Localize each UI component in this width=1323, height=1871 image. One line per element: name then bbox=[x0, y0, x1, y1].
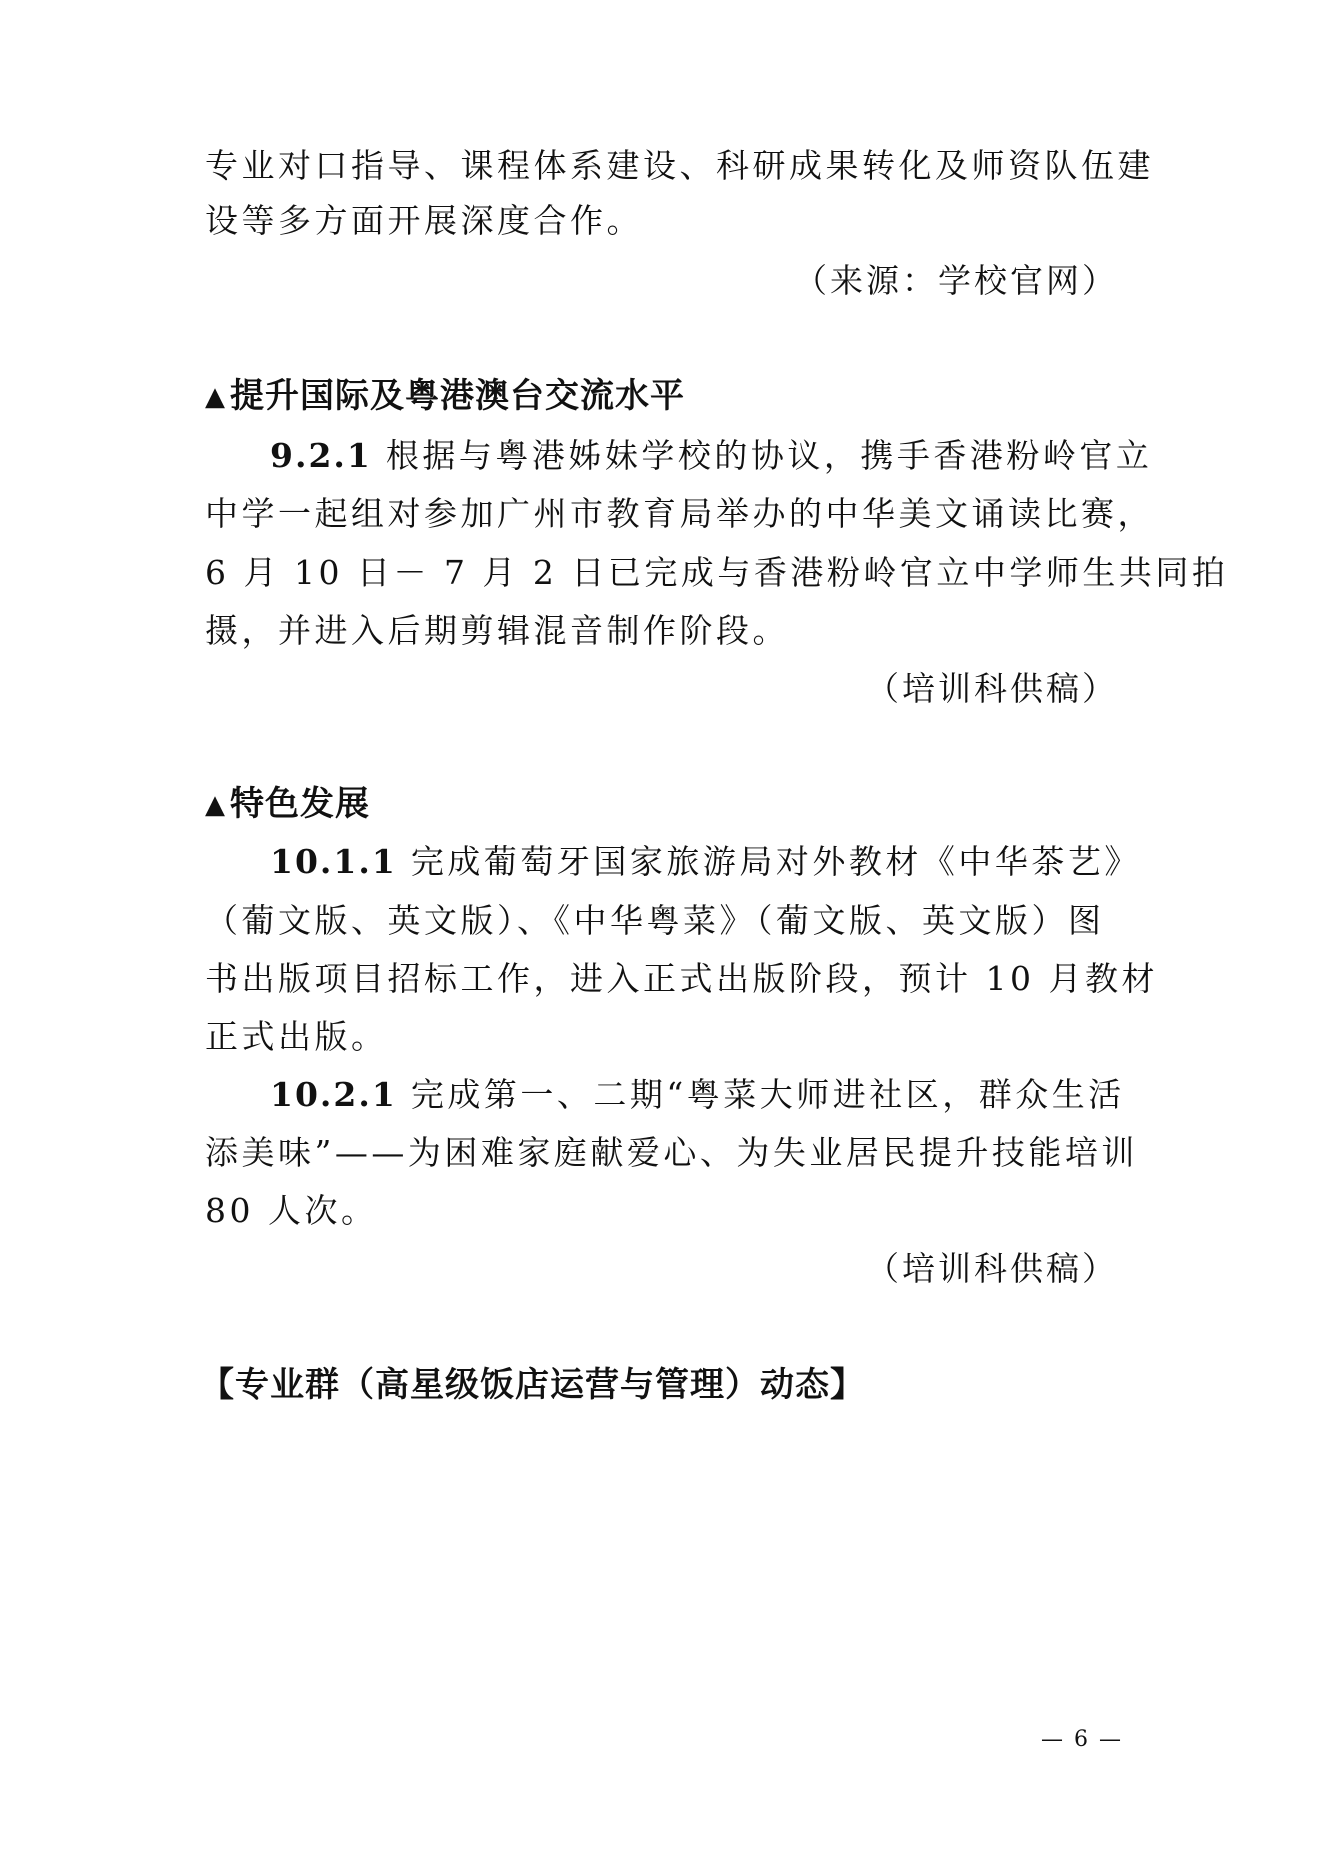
feature-item-1-text-1: 完成葡萄牙国家旅游局对外教材《中华茶艺》 bbox=[410, 842, 1141, 881]
exchange-item-line-1 bbox=[270, 436, 1153, 476]
feature-item-1-line-3: 书出版项目招标工作，进入正式出版阶段，预计 10 月教材 bbox=[205, 959, 1158, 998]
feature-item-2-line-3: 80 人次。 bbox=[205, 1191, 378, 1230]
exchange-item-line-4: 摄，并进入后期剪辑混音制作阶段。 bbox=[205, 611, 789, 650]
triangle-marker-icon: ▲ bbox=[205, 382, 226, 412]
feature-item-2-text-1: 完成第一、二期“粤菜大师进社区，群众生活 bbox=[410, 1075, 1125, 1114]
exchange-item-line-2: 中学一起组对参加广州市教育局举办的中华美文诵读比赛， bbox=[205, 494, 1154, 533]
intro-source: （来源：学校官网） bbox=[794, 261, 1118, 300]
section-feature-title: 特色发展 bbox=[230, 784, 370, 824]
section-exchange-heading bbox=[205, 375, 685, 418]
feature-item-1-line-1 bbox=[270, 842, 1141, 882]
page-number: — 6 — bbox=[1041, 1727, 1123, 1752]
exchange-item-text-1: 根据与粤港姊妹学校的协议，携手香港粉岭官立 bbox=[385, 436, 1153, 475]
intro-line-2: 设等多方面开展深度合作。 bbox=[205, 201, 643, 240]
triangle-marker-icon: ▲ bbox=[205, 790, 226, 820]
feature-item-1-line-2: （葡文版、英文版）、《中华粤菜》（葡文版、英文版）图 bbox=[205, 901, 1105, 940]
exchange-source: （培训科供稿） bbox=[866, 669, 1118, 708]
section-exchange-title: 提升国际及粤港澳台交流水平 bbox=[230, 376, 685, 416]
feature-item-2-number: 10.2.1 bbox=[270, 1075, 397, 1114]
section-feature-heading bbox=[205, 783, 370, 826]
feature-item-2-line-1 bbox=[270, 1075, 1125, 1115]
feature-item-2-line-2: 添美味”——为困难家庭献爱心、为失业居民提升技能培训 bbox=[205, 1133, 1138, 1172]
intro-line-1: 专业对口指导、课程体系建设、科研成果转化及师资队伍建 bbox=[205, 146, 1154, 185]
section-group-heading: 【专业群（高星级饭店运营与管理）动态】 bbox=[200, 1365, 865, 1405]
feature-item-1-line-4: 正式出版。 bbox=[205, 1017, 388, 1056]
exchange-item-number: 9.2.1 bbox=[270, 436, 372, 475]
exchange-item-line-3: 6 月 10 日－ 7 月 2 日已完成与香港粉岭官立中学师生共同拍 bbox=[205, 553, 1229, 592]
feature-item-1-number: 10.1.1 bbox=[270, 842, 397, 881]
feature-source: （培训科供稿） bbox=[866, 1249, 1118, 1288]
